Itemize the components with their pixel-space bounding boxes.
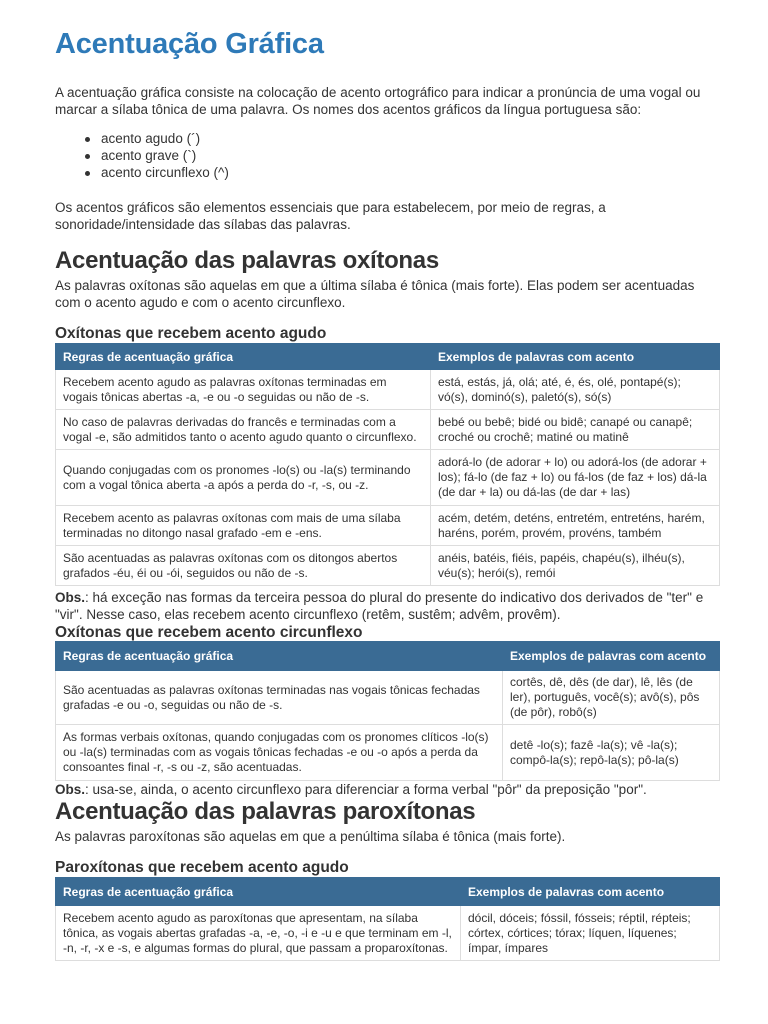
paroxitonas-text: As palavras paroxítonas são aquelas em que a penúltima sílaba é tônica (mais forte). xyxy=(55,829,566,844)
rule-cell: Recebem acento agudo as palavras oxítonas terminadas em vogais tônicas abertas -a, -e ou -o seguidas ou não de -s. xyxy=(56,370,431,410)
bullet-icon xyxy=(85,154,90,159)
oxitonas-circunflexo-note: Obs.: usa-se, ainda, o acento circunflexo para diferenciar a forma verbal "pôr" da preposição "por". xyxy=(55,782,647,797)
table-row xyxy=(56,370,720,410)
oxitonas-text: As palavras oxítonas são aquelas em que a última sílaba é tônica (mais forte). Elas podem ser acentuadas com o acento agudo e com o acento circunflexo. xyxy=(55,278,695,310)
list-item: acento circunflexo (^) xyxy=(101,164,229,181)
table-row xyxy=(56,725,720,781)
examples-cell: bebé ou bebê; bidé ou bidê; canapé ou canapê; croché ou crochê; matiné ou matinê xyxy=(431,410,720,450)
rule-cell: São acentuadas as palavras oxítonas terminadas nas vogais tônicas fechadas grafadas -e ou -o, seguidas ou não de -s. xyxy=(56,671,503,725)
table-row xyxy=(56,450,720,506)
bullet-icon xyxy=(85,171,90,176)
rule-cell: Recebem acento agudo as paroxítonas que apresentam, na sílaba tônica, as vogais abertas grafadas -a, -e, -o, -i e -u e que terminam em -l, -n, -r, -x e -s, e algumas formas do plural, que passam a proparoxítonas. xyxy=(56,906,461,961)
oxitonas-heading: Acentuação das palavras oxítonas xyxy=(55,247,439,274)
table-row xyxy=(56,671,720,725)
column-header: Regras de acentuação gráfica xyxy=(56,878,461,906)
list-item: acento grave (`) xyxy=(101,147,229,164)
examples-cell: acém, detém, deténs, entretém, entreténs, harém, haréns, porém, provém, provéns, também xyxy=(431,506,720,546)
column-header: Exemplos de palavras com acento xyxy=(461,878,720,906)
table-header-row xyxy=(56,642,720,671)
intro-paragraph: A acentuação gráfica consiste na colocação de acento ortográfico para indicar a pronúncia de uma vogal ou marcar a sílaba tônica de uma palavra. Os nomes dos acentos gráficos da língua portuguesa são: xyxy=(55,85,701,117)
examples-cell: está, estás, já, olá; até, é, és, olé, pontapé(s); vó(s), dominó(s), paletó(s), só(s) xyxy=(431,370,720,410)
rule-cell: São acentuadas as palavras oxítonas com os ditongos abertos grafados -éu, éi ou -ói, seguidos ou não de -s. xyxy=(56,546,431,586)
oxitonas-agudo-note: Obs.: há exceção nas formas da terceira pessoa do plural do presente do indicativo dos derivados de "ter" e "vir". Nesse caso, elas recebem acento circunflexo (retêm, sustêm; advêm, provêm). xyxy=(55,590,704,622)
rule-cell: Recebem acento as palavras oxítonas com mais de uma sílaba terminadas no ditongo nasal grafado -em e -ens. xyxy=(56,506,431,546)
paroxitonas-agudo-heading: Paroxítonas que recebem acento agudo xyxy=(55,859,349,876)
intro-paragraph-2: Os acentos gráficos são elementos essenciais que para estabelecem, por meio de regras, a sonoridade/intensidade das sílabas das palavras. xyxy=(55,200,606,232)
paroxitonas-heading: Acentuação das palavras paroxítonas xyxy=(55,798,476,825)
oxitonas-agudo-table xyxy=(55,343,720,586)
examples-cell: cortês, dê, dês (de dar), lê, lês (de ler), português, você(s); avô(s), pôs (de pôr), robô(s) xyxy=(503,671,720,725)
examples-cell: dócil, dóceis; fóssil, fósseis; réptil, répteis; córtex, córtices; tórax; líquen, líquenes; ímpar, ímpares xyxy=(461,906,720,961)
list-item: acento agudo (´) xyxy=(101,130,229,147)
table-row xyxy=(56,546,720,586)
column-header: Regras de acentuação gráfica xyxy=(56,642,503,671)
table-row xyxy=(56,906,720,961)
rule-cell: As formas verbais oxítonas, quando conjugadas com os pronomes clíticos -lo(s) ou -la(s) terminadas com as vogais tônicas fechadas -e ou -o após a perda da consoantes final -r, -s ou -z, são acentuadas. xyxy=(56,725,503,781)
column-header: Exemplos de palavras com acento xyxy=(431,344,720,370)
paroxitonas-agudo-table xyxy=(55,877,720,961)
column-header: Regras de acentuação gráfica xyxy=(56,344,431,370)
oxitonas-circunflexo-heading: Oxítonas que recebem acento circunflexo xyxy=(55,624,363,641)
bullet-icon xyxy=(85,137,90,142)
column-header: Exemplos de palavras com acento xyxy=(503,642,720,671)
rule-cell: No caso de palavras derivadas do francês e terminadas com a vogal -e, são admitidos tanto o acento agudo quanto o circunflexo. xyxy=(56,410,431,450)
table-header-row xyxy=(56,344,720,370)
examples-cell: adorá-lo (de adorar + lo) ou adorá-los (de adorar + los); fá-lo (de faz + lo) ou fá-los (de faz + los) dá-la (de dar + la) ou dá-las (de dar + las) xyxy=(431,450,720,506)
page-title: Acentuação Gráfica xyxy=(55,28,324,60)
oxitonas-circunflexo-table xyxy=(55,641,720,781)
oxitonas-agudo-heading: Oxítonas que recebem acento agudo xyxy=(55,325,327,342)
table-row xyxy=(56,410,720,450)
examples-cell: detê -lo(s); fazê -la(s); vê -la(s); compô-la(s); repô-la(s); pô-la(s) xyxy=(503,725,720,781)
examples-cell: anéis, batéis, fiéis, papéis, chapéu(s), ilhéu(s), véu(s); herói(s), remói xyxy=(431,546,720,586)
rule-cell: Quando conjugadas com os pronomes -lo(s) ou -la(s) terminando com a vogal tônica aberta -a após a perda do -r, -s, ou -z. xyxy=(56,450,431,506)
accent-list xyxy=(101,130,229,181)
table-header-row xyxy=(56,878,720,906)
table-row xyxy=(56,506,720,546)
